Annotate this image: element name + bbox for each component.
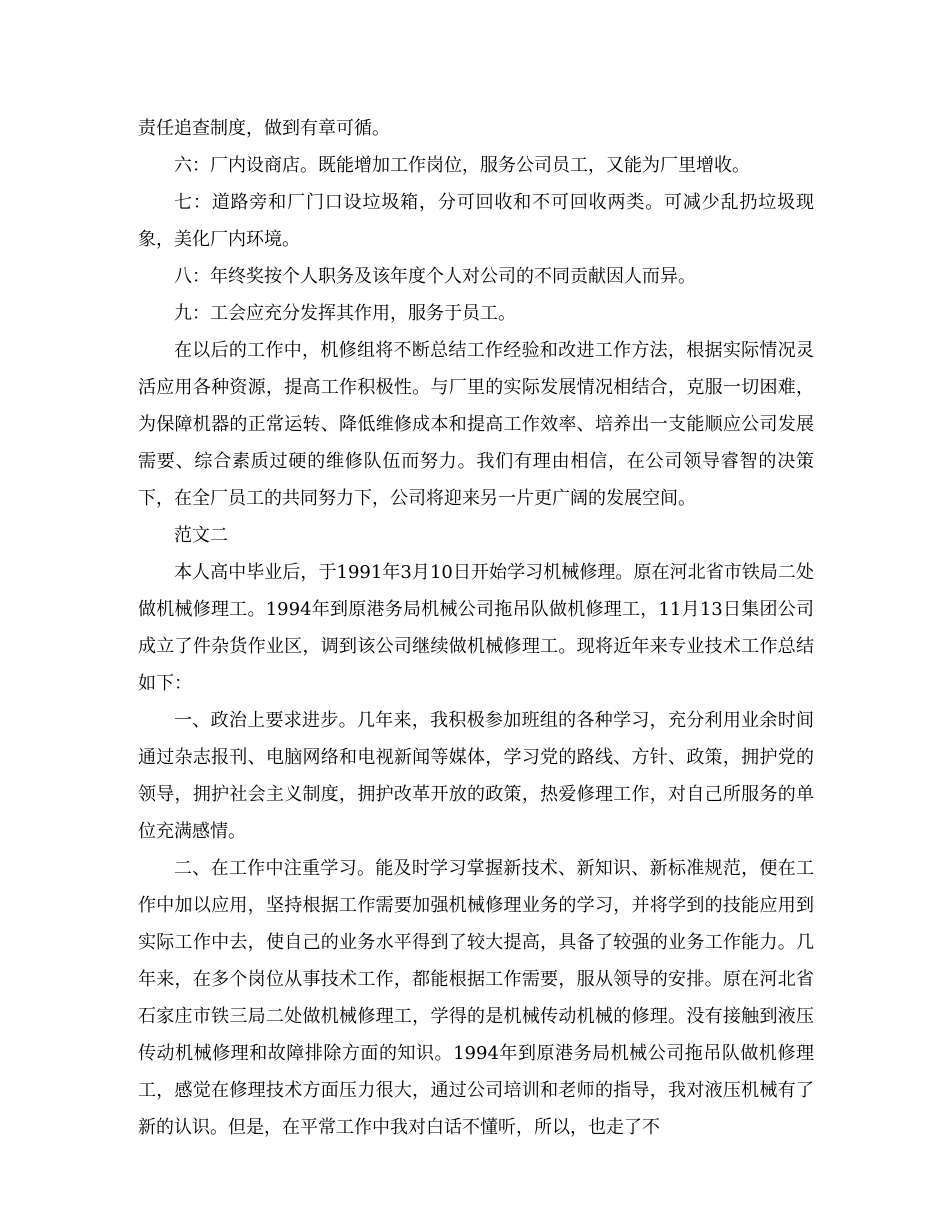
- document-body: [138, 110, 814, 1146]
- paragraph: 二、在工作中注重学习。能及时学习掌握新技术、新知识、新标准规范，便在工作中加以应用，坚持根据工作需要加强机械修理业务的学习，并将学到的技能应用到实际工作中去，使自己的业务水平得到了较大提高，具备了较强的业务工作能力。几年来，在多个岗位从事技术工作，都能根据工作需要，服从领导的安排。原在河北省石家庄市铁三局二处做机械修理工，学得的是机械传动机械的修理。没有接触到液压传动机械修理和故障排除方面的知识。1994年到原港务局机械公司拖吊队做机修理工，感觉在修理技术方面压力很大，通过公司培训和老师的指导，我对液压机械有了新的认识。但是，在平常工作中我对白话不懂听，所以，也走了不: [138, 858, 814, 1138]
- paragraph: 本人高中毕业后，于1991年3月10日开始学习机械修理。原在河北省市铁局二处做机械修理工。1994年到原港务局机械公司拖吊队做机修理工，11月13日集团公司成立了件杂货作业区，调到该公司继续做机械修理工。现将近年来专业技术工作总结如下：: [138, 562, 814, 694]
- paragraph: 责任追查制度，做到有章可循。: [138, 118, 390, 139]
- section-heading: 范文二: [174, 525, 228, 546]
- paragraph: 八：年终奖按个人职务及该年度个人对公司的不同贡献因人而异。: [174, 266, 696, 287]
- paragraph: 七：道路旁和厂门口设垃圾箱，分可回收和不可回收两类。可减少乱扔垃圾现象，美化厂内环境。: [138, 192, 814, 250]
- paragraph: 在以后的工作中，机修组将不断总结工作经验和改进工作方法，根据实际情况灵活应用各种资源，提高工作积极性。与厂里的实际发展情况相结合，克服一切困难，为保障机器的正常运转、降低维修成本和提高工作效率、培养出一支能顺应公司发展需要、综合素质过硬的维修队伍而努力。我们有理由相信，在公司领导睿智的决策下，在全厂员工的共同努力下，公司将迎来另一片更广阔的发展空间。: [138, 340, 814, 509]
- paragraph: 六：厂内设商店。既能增加工作岗位，服务公司员工，又能为厂里增收。: [174, 155, 750, 176]
- paragraph: 一、政治上要求进步。几年来，我积极参加班组的各种学习，充分利用业余时间通过杂志报刊、电脑网络和电视新闻等媒体，学习党的路线、方针、政策，拥护党的领导，拥护社会主义制度，拥护改革开放的政策，热爱修理工作，对自己所服务的单位充满感情。: [138, 710, 814, 842]
- paragraph: 九：工会应充分发挥其作用，服务于员工。: [174, 303, 516, 324]
